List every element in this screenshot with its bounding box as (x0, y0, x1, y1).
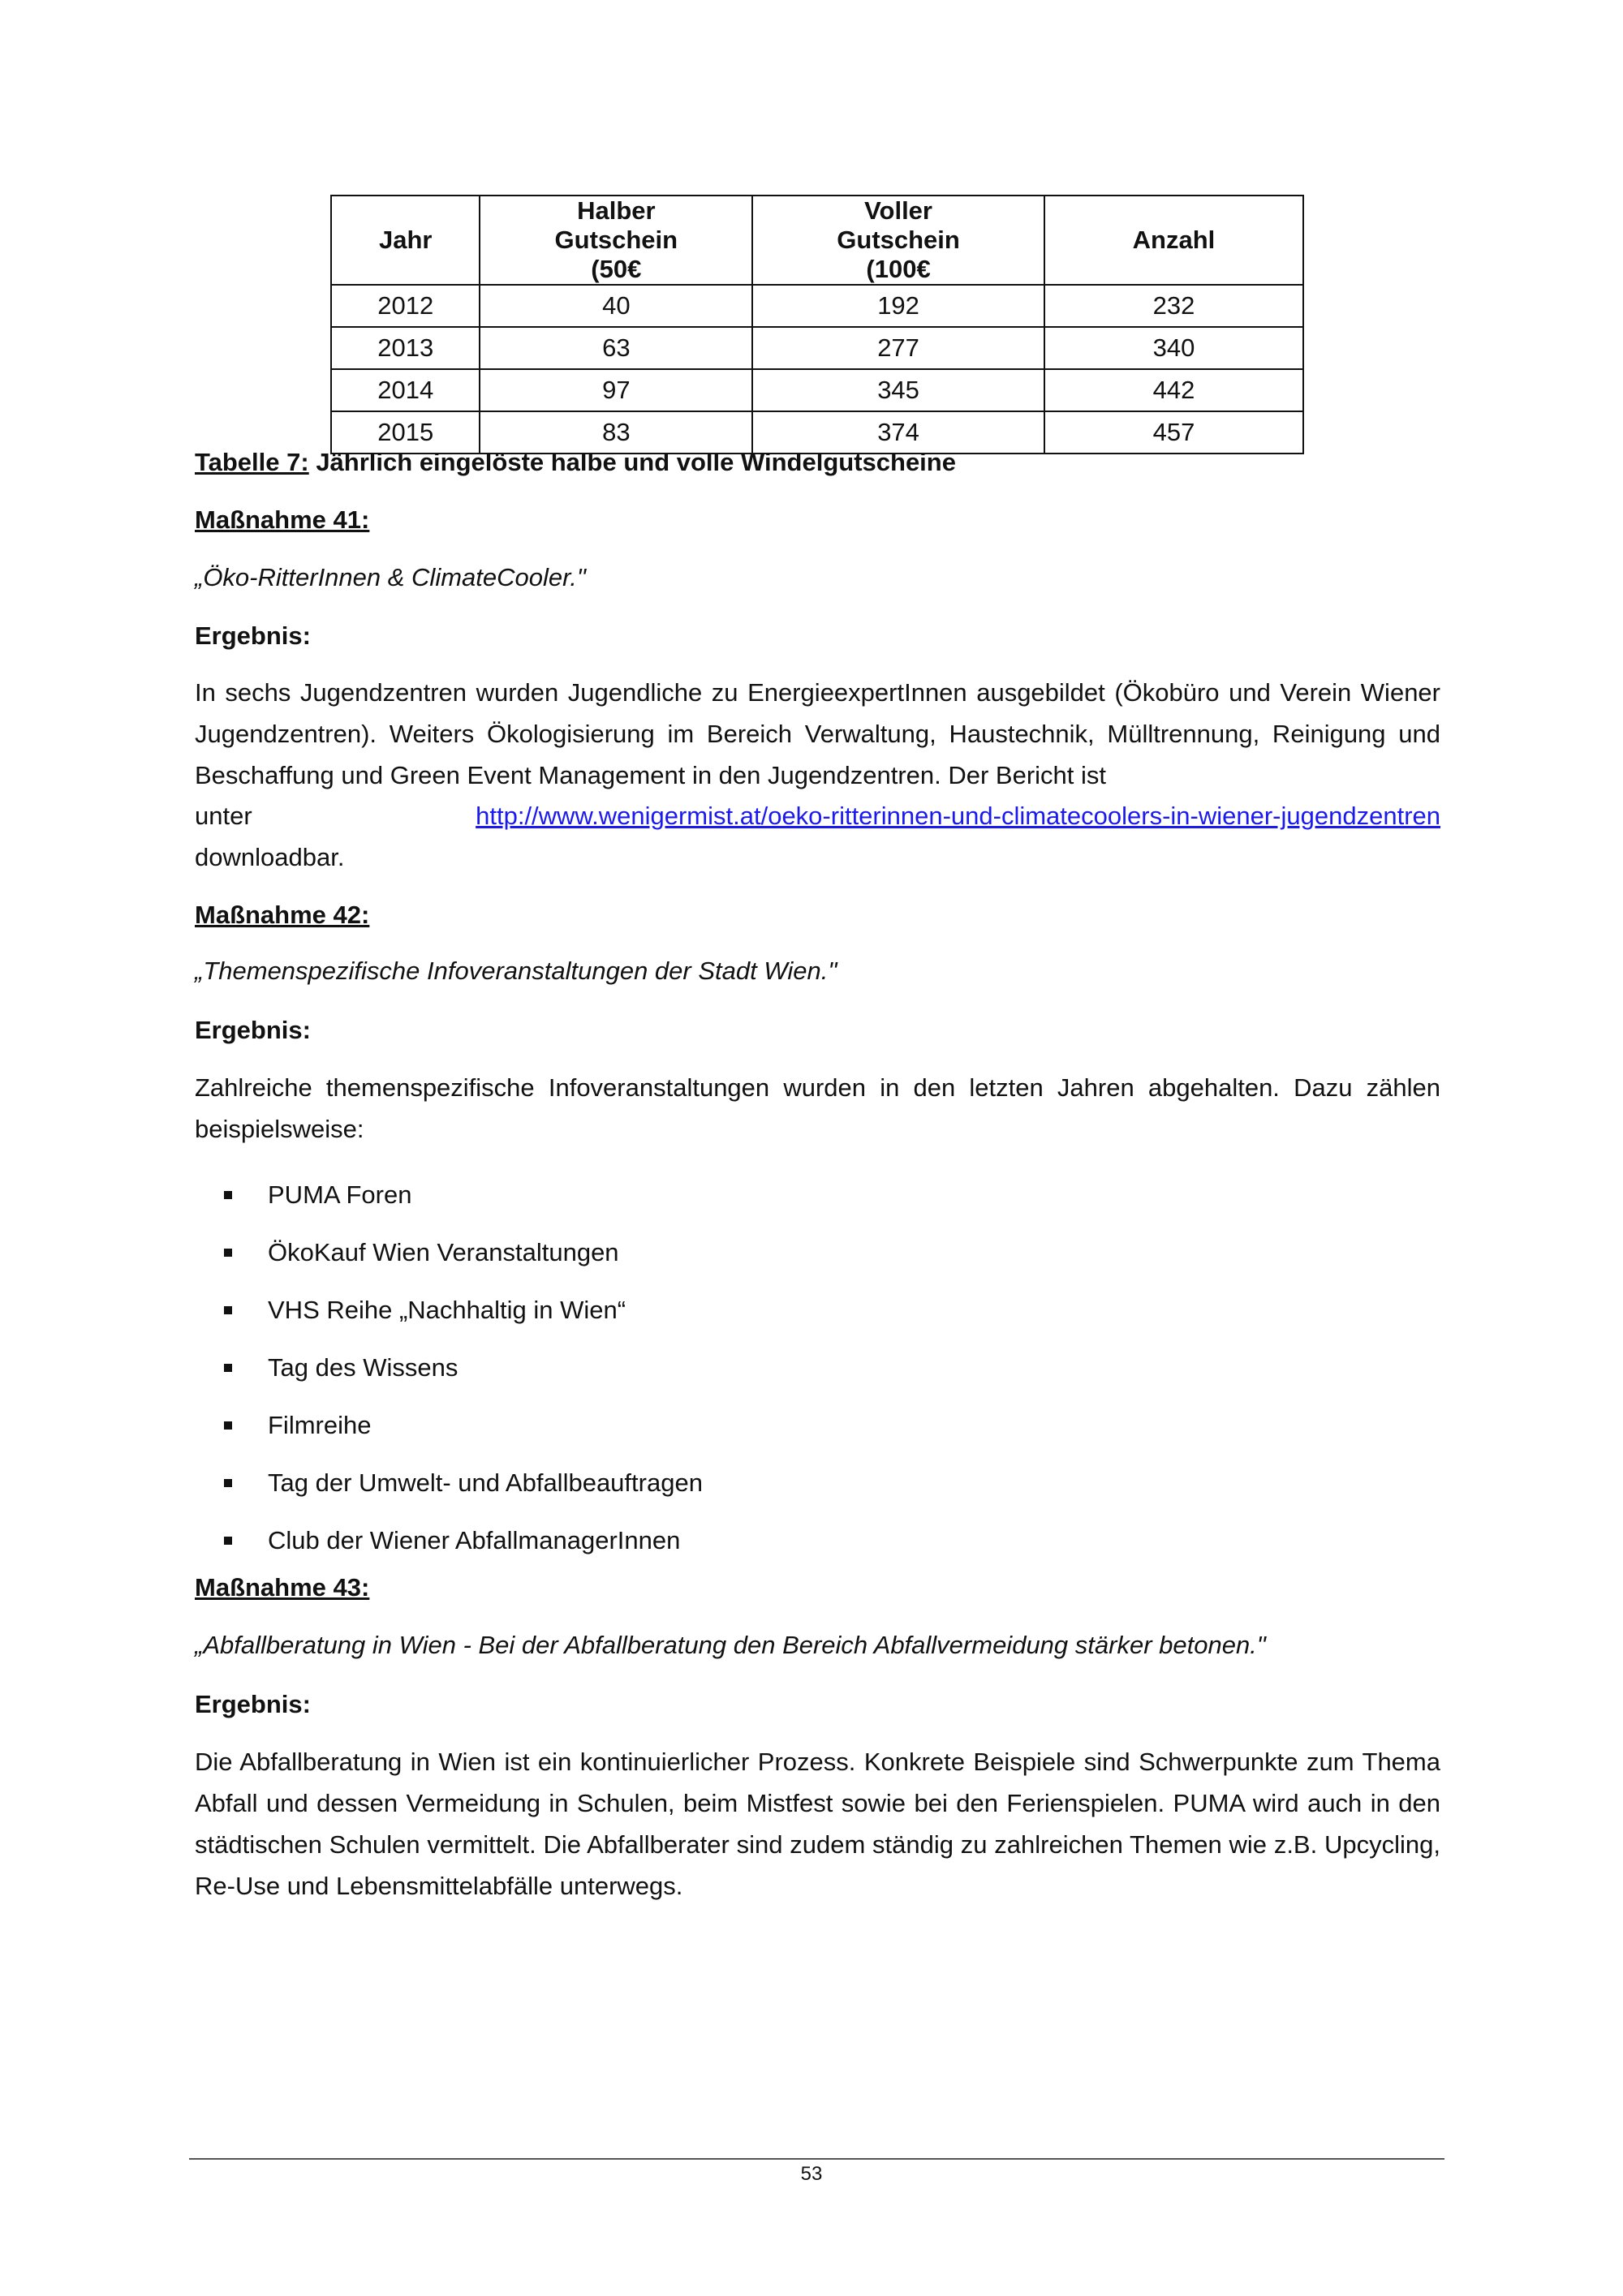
bullet-icon (224, 1249, 232, 1257)
caption-label: Tabelle 7: (195, 448, 309, 476)
cell: 2014 (331, 369, 480, 411)
list-item (195, 1454, 703, 1511)
bullet-icon (224, 1306, 232, 1314)
item-text: PUMA Foren (268, 1180, 412, 1209)
item-text: VHS Reihe „Nachhaltig in Wien“ (268, 1295, 626, 1324)
table-caption (195, 441, 1440, 483)
page-number: 53 (800, 2163, 823, 2185)
list-item (195, 1511, 703, 1569)
cell: 2015 (331, 411, 480, 454)
cell: 2013 (331, 327, 480, 369)
cell: 40 (480, 285, 752, 327)
bullet-icon (224, 1537, 232, 1545)
list-item (195, 1223, 703, 1281)
cell: 442 (1044, 369, 1303, 411)
item-text: Tag der Umwelt- und Abfallbeauftragen (268, 1468, 703, 1497)
m43-text: Die Abfallberatung in Wien ist ein kontinuierlicher Prozess. Konkrete Beispiele sind Schwerpunkte zum Thema Abfall und dessen Vermeidung in Schulen, beim Mistfest sowie bei den Ferienspielen. PUMA wird auch in den städtischen Schulen vermittelt. Die Abfallberater sind zudem ständig zu zahlreichen Themen wie z.B. Upcycling, Re-Use und Lebensmittelabfälle unterwegs. (195, 1748, 1440, 1900)
table-row (331, 369, 1303, 411)
event-list (195, 1166, 703, 1569)
m41-text: In sechs Jugendzentren wurden Jugendliche zu EnergieexpertInnen ausgebildet (Ökobüro und Verein Wiener Jugendzentren). Weiters Ökologisierung im Bereich Verwaltung, Haustechnik, Mülltrennung, Reinigung und Beschaffung und Green Event Management in den Jugendzentren. Der Bericht ist (195, 678, 1440, 789)
bullet-icon (224, 1191, 232, 1199)
list-item (195, 1396, 703, 1454)
item-text: Club der Wiener AbfallmanagerInnen (268, 1525, 681, 1554)
list-item (195, 1166, 703, 1223)
header-cell: Anzahl (1044, 196, 1303, 285)
m42-text: Zahlreiche themenspezifische Infoveranstaltungen wurden in den letzten Jahren abgehalten. Dazu zählen beispielsweise: (195, 1073, 1440, 1143)
cell: 83 (480, 411, 752, 454)
m41-result-label: Ergebnis: (195, 621, 311, 650)
m41-link-line (195, 795, 1440, 836)
list-item (195, 1281, 703, 1339)
list-item (195, 1339, 703, 1396)
table-row (331, 285, 1303, 327)
cell: 277 (752, 327, 1044, 369)
header-cell: Voller Gutschein (100€ (752, 196, 1044, 285)
table-row (331, 327, 1303, 369)
voucher-table (330, 195, 1304, 454)
cell: 232 (1044, 285, 1303, 327)
footer-rule (189, 2158, 1444, 2160)
cell: 345 (752, 369, 1044, 411)
m43-quote: „Abfallberatung in Wien - Bei der Abfallberatung den Bereich Abfallvermeidung stärker betonen." (195, 1631, 1266, 1659)
m43-heading: Maßnahme 43: (195, 1573, 370, 1602)
report-link[interactable]: http://www.wenigermist.at/oeko-ritterinnen-und-climatecoolers-in-wiener-jugendzentren (476, 802, 1440, 830)
m42-heading: Maßnahme 42: (195, 901, 370, 929)
cell: 63 (480, 327, 752, 369)
item-text: Filmreihe (268, 1410, 372, 1439)
m42-result-label: Ergebnis: (195, 1016, 311, 1044)
unter-text: unter (195, 802, 252, 830)
bullet-icon (224, 1421, 232, 1430)
bullet-icon (224, 1479, 232, 1487)
item-text: Tag des Wissens (268, 1352, 458, 1382)
cell: 374 (752, 411, 1044, 454)
m41-after: downloadbar. (195, 843, 345, 871)
m42-quote: „Themenspezifische Infoveranstaltungen der Stadt Wien." (195, 957, 837, 985)
cell: 2012 (331, 285, 480, 327)
header-cell: Jahr (331, 196, 480, 285)
cell: 340 (1044, 327, 1303, 369)
m41-heading: Maßnahme 41: (195, 505, 370, 534)
cell: 192 (752, 285, 1044, 327)
m43-result-label: Ergebnis: (195, 1690, 311, 1718)
table-header-row (331, 196, 1303, 285)
cell: 97 (480, 369, 752, 411)
bullet-icon (224, 1364, 232, 1372)
item-text: ÖkoKauf Wien Veranstaltungen (268, 1237, 619, 1266)
m41-quote: „Öko-RitterInnen & ClimateCooler." (195, 563, 586, 591)
caption-text: Jährlich eingelöste halbe und volle Windelgutscheine (308, 448, 956, 476)
header-cell: Halber Gutschein (50€ (480, 196, 752, 285)
cell: 457 (1044, 411, 1303, 454)
